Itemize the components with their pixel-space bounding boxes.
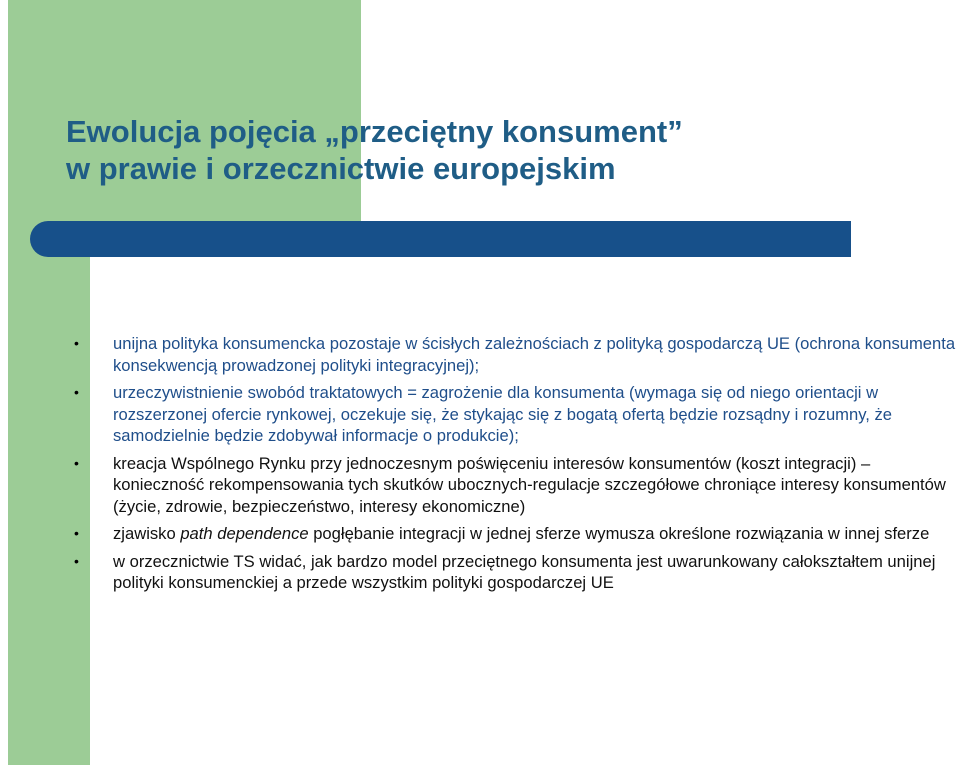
bullet-text: kreacja Wspólnego Rynku przy jednoczesnym poświęceniu interesów konsumentów (koszt integracji) – konieczność rekompensowania tych skutków ubocznych-regulacje szczegółowe chroniące interesy konsumentów (życie, zdrowie, bezpieczeństwo, interesy ekonomiczne) [113, 453, 946, 516]
slide-title-line-2: w prawie i orzecznictwie europejskim [66, 151, 616, 186]
slide-title [66, 113, 866, 187]
slide-title-line-1: Ewolucja pojęcia „przeciętny konsument” [66, 114, 683, 149]
bullet-text-emphasis: path dependence [180, 524, 309, 543]
bullet-text-suffix: pogłębanie integracji w jednej sferze wymusza określone rozwiązania w innej sferze [308, 524, 930, 543]
bullet-item [74, 453, 956, 518]
bullet-text: urzeczywistnienie swobód traktatowych = zagrożenie dla konsumenta (wymaga się od niego orientacji w rozszerzonej ofercie rynkowej, oczekuje się, że stykając się z bogatą ofertą będzie rozsądny i rozumny, że samodzielnie będzie zdobywał informacje o produkcie); [113, 383, 893, 445]
bullet-item [74, 382, 956, 447]
bullet-text-prefix: zjawisko [113, 524, 181, 543]
bullet-list [74, 333, 956, 600]
bullet-item [74, 551, 956, 594]
bullet-item [74, 333, 956, 376]
bullet-text: unijna polityka konsumencka pozostaje w ścisłych zależnościach z polityką gospodarczą UE (ochrona konsumenta konsekwencją prowadzonej polityki integracyjnej); [113, 334, 956, 375]
bullet-text: w orzecznictwie TS widać, jak bardzo model przeciętnego konsumenta jest uwarunkowany całokształtem unijnej polityki konsumenckiej a przede wszystkim polityki gospodarczej UE [113, 551, 936, 592]
decorative-green-panel [8, 0, 361, 222]
bullet-item [74, 523, 956, 545]
title-underline-bar [30, 221, 851, 257]
